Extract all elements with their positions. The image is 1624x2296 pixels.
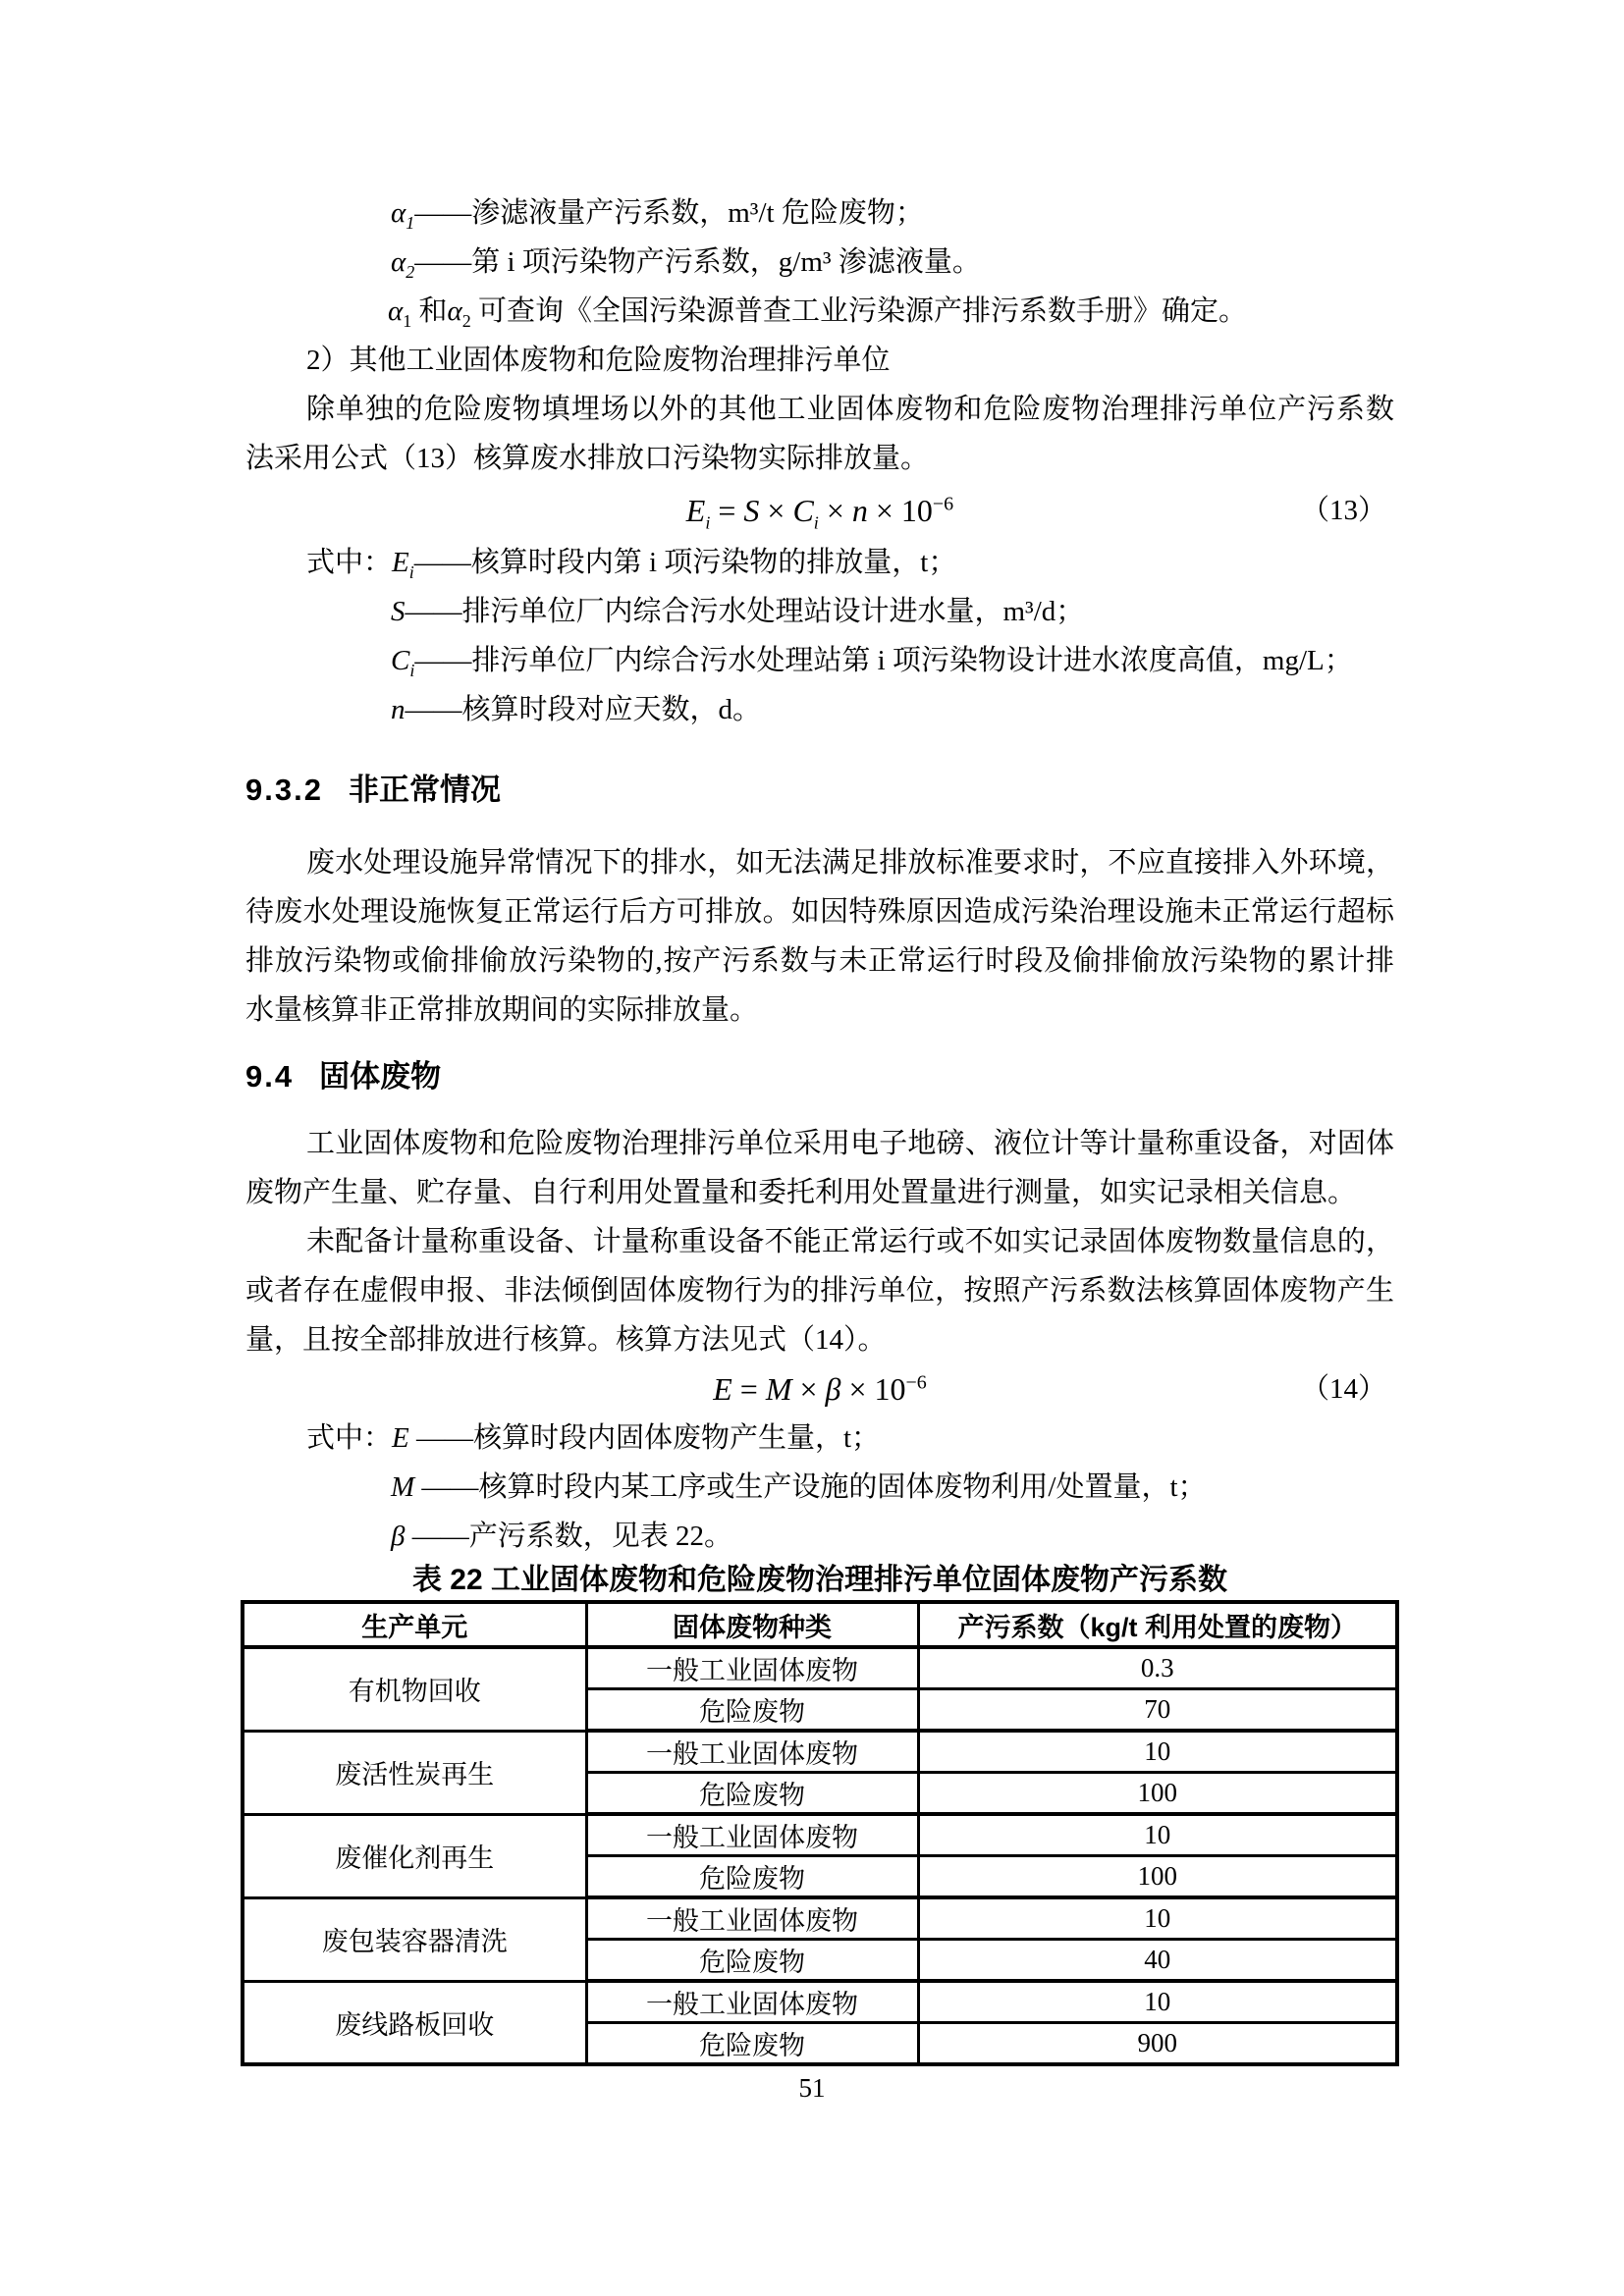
formula13-C-sub: i [813,512,819,533]
para-solidwaste-1-line2: 废物产生量、贮存量、自行利用处置量和委托利用处置量进行测量，如实记录相关信息。 [245,1177,1357,1208]
col-header-waste-type: 固体废物种类 [586,1602,918,1647]
formula13-S: S [743,493,760,528]
waste-type-cell: 危险废物 [586,1856,918,1898]
wherein13-E-sub: i [408,561,414,582]
para-solidwaste-2 [245,1217,1394,1364]
waste-type-cell: 一般工业固体废物 [586,1731,918,1773]
wherein13-label: 式中： [306,547,393,578]
wherein13-line-C [245,636,1394,685]
wherein14-line-M [245,1463,1394,1512]
coefficient-cell: 0.3 [918,1647,1397,1689]
wherein14-E-text: ——核算时段内固体废物产生量，t； [408,1422,881,1454]
unit-cell: 废催化剂再生 [243,1814,586,1897]
wherein13-line-S [245,587,1394,636]
formula14-times1: × [791,1371,826,1407]
formula14-beta: β [825,1371,841,1407]
page-content [245,188,1394,2066]
wherein14-M-symbol: M [391,1471,415,1503]
table-22-title: 表 22 工业固体废物和危险废物治理排污单位固体废物产污系数 [411,1564,1228,1596]
alpha1-subscript: 1 [406,212,415,233]
formula13-times2: × [818,493,852,528]
alpha2-symbol: α [391,246,406,278]
item-2-heading: 2）其他工业固体废物和危险废物治理排污单位 [306,345,891,376]
formula14-number: （14） [1300,1373,1386,1405]
wherein14-E-symbol: E [392,1422,409,1454]
para-solidwaste-2-line2: 或者存在虚假申报、非法倾倒固体废物行为的排污单位，按照产污系数法核算固体废物产生 [245,1275,1394,1307]
table-row [243,1981,1397,2023]
formula14-M: M [765,1371,792,1407]
wherein13-n-text: ——核算时段对应天数，d。 [405,694,762,725]
coefficient-cell: 10 [918,1814,1397,1856]
waste-type-cell: 危险废物 [586,1940,918,1982]
formula-13 [245,483,1394,538]
formula14-times10: × 10 [840,1371,906,1407]
formula13-exponent: −6 [932,493,954,515]
waste-type-cell: 危险废物 [586,1689,918,1732]
alpha2-ref-symbol: α [447,295,462,327]
def-alpha1 [245,188,1394,238]
wherein14-beta-symbol: β [391,1521,406,1552]
table-row [243,1731,1397,1773]
wherein13-C-text: ——排污单位厂内综合污水处理站第 i 项污染物设计进水浓度高值，mg/L； [414,645,1353,676]
page-number: 51 [798,2073,826,2103]
para-abnormal-line3: 排放污染物或偷排偷放污染物的,按产污系数与未正常运行时段及偷排偷放污染物的累计排 [245,945,1394,977]
para-solidwaste-2-line1: 未配备计量称重设备、计量称重设备不能正常运行或不如实记录固体废物数量信息的， [306,1226,1394,1257]
formula13-E: E [685,493,706,528]
unit-cell: 废包装容器清洗 [243,1897,586,1981]
alpha2-ref-subscript: 2 [461,310,471,331]
wherein13-E-text: ——核算时段内第 i 项污染物的排放量，t； [413,547,957,578]
waste-type-cell: 危险废物 [586,1773,918,1815]
wherein13-line-E [245,538,1394,587]
wherein13-C-sub: i [409,660,415,680]
formula13-times10: × 10 [867,493,933,528]
coefficient-cell: 10 [918,1731,1397,1773]
waste-type-cell: 一般工业固体废物 [586,1647,918,1689]
alpha2-definition-text: ——第 i 项污染物产污系数，g/m³ 渗滤液量。 [414,246,981,278]
coefficient-cell: 100 [918,1856,1397,1898]
coefficient-cell: 70 [918,1689,1397,1732]
table-row [243,1897,1397,1940]
coefficient-cell: 40 [918,1940,1397,1982]
wherein14-label: 式中： [306,1422,393,1454]
section-9-3-2-title: 非正常情况 [348,773,501,807]
wherein14-line-beta [245,1512,1394,1561]
formula13-number: （13） [1300,495,1386,526]
coefficient-cell: 10 [918,1897,1397,1940]
table-header-row [243,1602,1397,1647]
def-alpha2 [245,238,1394,287]
waste-type-cell: 一般工业固体废物 [586,1814,918,1856]
waste-type-cell: 危险废物 [586,2023,918,2065]
unit-cell: 废活性炭再生 [243,1731,586,1814]
wherein14-beta-text: ——产污系数，见表 22。 [405,1521,732,1552]
formula14-E: E [713,1371,732,1407]
para-abnormal-line4: 水量核算非正常排放期间的实际排放量。 [245,994,759,1026]
unit-cell: 废线路板回收 [243,1981,586,2064]
para-formula13-line1: 除单独的危险废物填埋场以外的其他工业固体废物和危险废物治理排污单位产污系数 [306,394,1394,425]
para-solidwaste-1-line1: 工业固体废物和危险废物治理排污单位采用电子地磅、液位计等计量称重设备，对固体 [306,1128,1394,1159]
para-solidwaste-1 [245,1119,1394,1217]
table-22 [241,1600,1399,2066]
col-header-production-unit: 生产单元 [243,1602,586,1647]
wherein14-M-text: ——核算时段内某工序或生产设施的固体废物利用/处置量，t； [414,1471,1207,1503]
coefficient-cell: 10 [918,1981,1397,2023]
table-row [243,1647,1397,1689]
coefficient-cell: 100 [918,1773,1397,1815]
section-9-3-2-number: 9.3.2 [245,773,323,807]
wherein13-line-n [245,685,1394,734]
wherein13-S-symbol: S [391,596,406,627]
alpha-note-mid: 和 [411,295,448,327]
formula13-eq: = [710,493,744,528]
coefficient-cell: 900 [918,2023,1397,2065]
formula-14 [245,1364,1394,1414]
alpha1-definition-text: ——渗滤液量产污系数，m³/t 危险废物； [414,197,924,229]
para-formula13-line2: 法采用公式（13）核算废水排放口污染物实际排放量。 [245,443,930,474]
formula13-E-sub: i [705,512,711,533]
para-abnormal-line1: 废水处理设施异常情况下的排水，如无法满足排放标准要求时，不应直接排入外环境， [306,847,1394,879]
alpha1-symbol: α [391,197,406,229]
formula13-n: n [851,493,868,528]
formula14-exponent: −6 [905,1371,927,1394]
waste-type-cell: 一般工业固体废物 [586,1897,918,1940]
alpha1-ref-symbol: α [388,295,404,327]
formula13-times1: × [759,493,793,528]
alpha-note-line [245,287,1394,336]
alpha2-subscript: 2 [406,261,415,282]
wherein13-n-symbol: n [391,694,406,725]
wherein13-E-symbol: E [392,547,409,578]
para-abnormal-line2: 待废水处理设施恢复正常运行后方可排放。如因特殊原因造成污染治理设施未正常运行超标 [245,896,1394,928]
formula14-eq: = [731,1371,766,1407]
wherein13-C-symbol: C [391,645,410,676]
unit-cell: 有机物回收 [243,1647,586,1731]
para-solidwaste-2-line3: 量，且按全部排放进行核算。核算方法见式（14）。 [245,1324,887,1356]
formula13-C: C [792,493,814,528]
para-abnormal [245,838,1394,1035]
alpha-note-text: 可查询《全国污染源普查工业污染源产排污系数手册》确定。 [470,295,1247,327]
section-9-3-2-heading [245,770,1394,811]
table-row [243,1814,1397,1856]
section-9-4-heading [245,1056,1394,1097]
wherein13-S-text: ——排污单位厂内综合污水处理站设计进水量，m³/d； [405,596,1085,627]
waste-type-cell: 一般工业固体废物 [586,1981,918,2023]
wherein14-line-E [245,1414,1394,1463]
col-header-coefficient: 产污系数（kg/t 利用处置的废物） [918,1602,1397,1647]
section-9-4-number: 9.4 [245,1059,295,1094]
section-9-4-title: 固体废物 [319,1059,442,1094]
alpha1-ref-subscript: 1 [403,310,412,331]
